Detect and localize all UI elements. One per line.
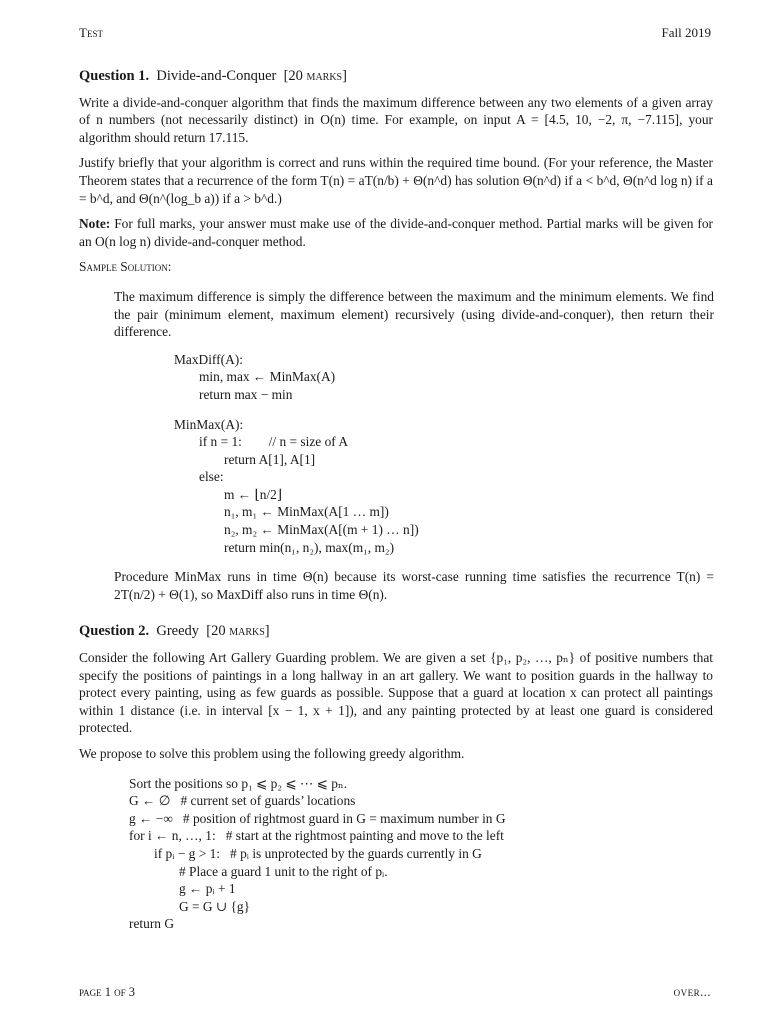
question-2-number: Question 2. xyxy=(79,623,150,640)
pseudocode-line: # Place a guard 1 unit to the right of pᵢ. xyxy=(179,863,388,879)
question-2-title xyxy=(79,623,713,641)
greedy-pseudocode xyxy=(129,775,713,933)
pseudocode-line: return min(n₁, n₂), max(m₁, m₂) xyxy=(224,539,395,555)
question-2-paragraph-1: Consider the following Art Gallery Guarding problem. We are given a set {p₁, p₂, …, pₙ} of positive numbers that specify the positions of paintings in a long hallway in an art gallery. We want to position guards in the hallway to protect every painting, using as few guards as possible. Suppose that a guard at location x can protect all paintings within 1 distance (i.e. in interval [x − 1, x + 1]), and any painting protected by at least one guard is considered protected. xyxy=(79,650,713,736)
question-1-note xyxy=(79,215,713,250)
pseudocode-line: MaxDiff(A): xyxy=(174,351,243,367)
continued-indicator: over... xyxy=(673,985,711,999)
pseudocode-line: m ← ⌊n/2⌋ xyxy=(224,486,283,502)
note-label: Note: xyxy=(79,216,111,232)
page-body xyxy=(79,68,713,933)
pseudocode-line: Sort the positions so p₁ ⩽ p₂ ⩽ ⋯ ⩽ pₙ. xyxy=(129,775,348,791)
solution-paragraph-1: The maximum difference is simply the difference between the maximum and the minimum elements. We find the pair (minimum element, maximum element) recursively (using divide-and-conquer), then return their difference. xyxy=(114,288,714,340)
page-footer xyxy=(79,984,711,1002)
question-1-topic: Divide-and-Conquer xyxy=(156,68,277,84)
pseudocode-line: G ← ∅ # current set of guards’ locations xyxy=(129,793,356,809)
pseudocode-line: n₂, m₂ ← MinMax(A[(m + 1) … n]) xyxy=(224,522,419,538)
pseudocode-line: n₁, m₁ ← MinMax(A[1 … m]) xyxy=(224,504,389,520)
page-header xyxy=(79,24,711,42)
pseudocode-line: else: xyxy=(199,469,224,485)
pseudocode-line: return G xyxy=(129,916,174,932)
question-1-paragraph-1: Write a divide-and-conquer algorithm that finds the maximum difference between any two elements of a given array of n numbers (not necessarily distinct) in O(n) time. For example, on input A = [4.5, 10, −2, π, −7.115], your algorithm should return 17.115. xyxy=(79,94,713,145)
question-2-topic: Greedy xyxy=(156,623,200,640)
pseudocode-line: g ← −∞ # position of rightmost guard in G = maximum number in G xyxy=(129,810,506,826)
question-2-marks: [20 marks] xyxy=(206,623,270,640)
question-1-number: Question 1. xyxy=(79,68,150,84)
pseudocode-line: for i ← n, …, 1: # start at the rightmost painting and move to the left xyxy=(129,828,504,844)
pseudocode-line: G = G ∪ {g} xyxy=(179,898,251,914)
pseudocode-line: MinMax(A): xyxy=(174,416,244,432)
question-1-paragraph-2: Justify briefly that your algorithm is correct and runs within the required time bound. (For your reference, the Master Theorem states that a recurrence of the form T(n) = aT(n/b) + Θ(n^d) has solution Θ(n^d) if a < b^d, Θ(n^d log n) if a = b^d, and Θ(n^(log_b a)) if a > b^d.) xyxy=(79,155,713,206)
question-1-title xyxy=(79,68,713,86)
pseudocode-line: if pᵢ − g > 1: # pᵢ is unprotected by the guards currently in G xyxy=(154,845,482,861)
question-1-marks: [20 marks] xyxy=(283,68,347,84)
maxdiff-pseudocode xyxy=(174,351,714,404)
header-right: Fall 2019 xyxy=(661,25,711,40)
page-number: page 1 of 3 xyxy=(79,985,136,999)
header-left: Test xyxy=(79,25,103,40)
minmax-pseudocode xyxy=(174,416,714,557)
note-text: For full marks, your answer must make use of the divide-and-conquer method. Partial marks will be given for an O(n log n) divide-and-conquer method. xyxy=(79,216,713,249)
pseudocode-line: return max − min xyxy=(199,386,293,402)
pseudocode-line: return A[1], A[1] xyxy=(224,451,316,467)
solution-paragraph-2: Procedure MinMax runs in time Θ(n) because its worst-case running time satisfies the recurrence T(n) = 2T(n/2) + Θ(1), so MaxDiff also runs in time Θ(n). xyxy=(114,569,714,602)
pseudocode-line: if n = 1: // n = size of A xyxy=(199,434,348,450)
sample-solution xyxy=(114,288,714,604)
pseudocode-line: g ← pᵢ + 1 xyxy=(179,881,236,897)
pseudocode-line: min, max ← MinMax(A) xyxy=(199,369,336,385)
question-2-paragraph-2: We propose to solve this problem using the following greedy algorithm. xyxy=(79,746,465,761)
sample-solution-label: Sample Solution: xyxy=(79,259,172,275)
